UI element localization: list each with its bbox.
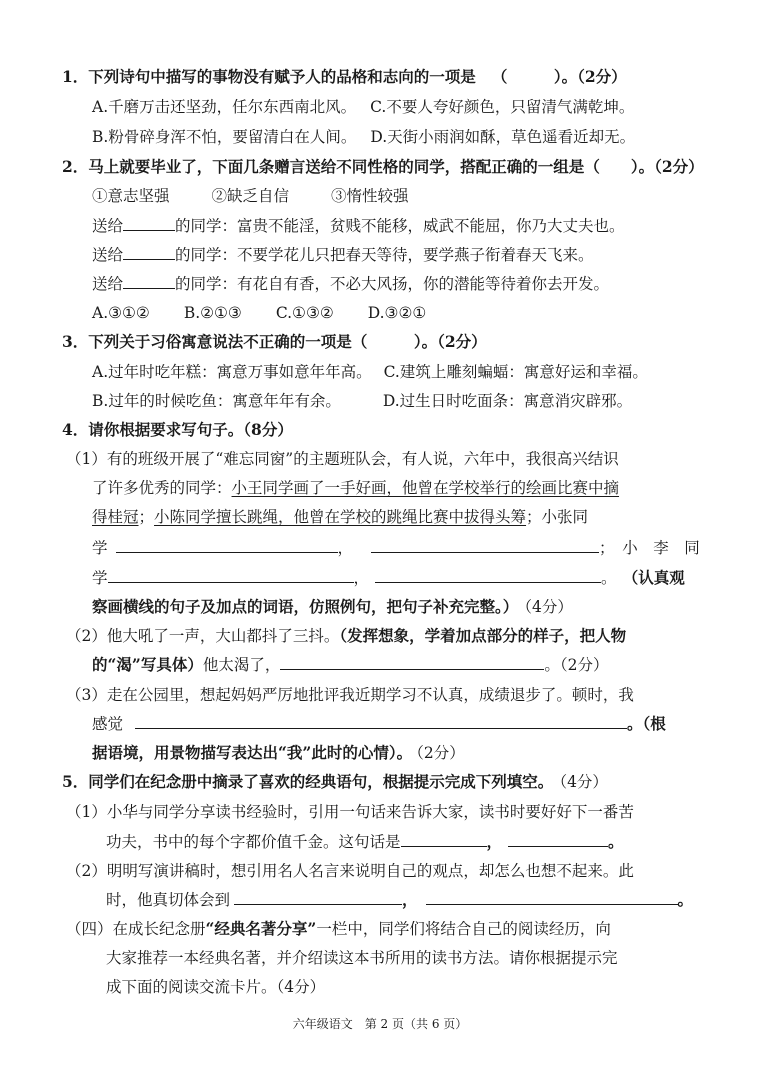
q5-stem-line [62,772,608,792]
q2-traits-row [92,186,409,206]
q5-part2-period: 。 [677,890,694,909]
q4-part1-instruction-start: （认真观 [630,568,685,587]
q1-number: 1． [62,67,89,86]
q2-option-a: A.③①② [92,304,150,322]
q5-part1-prompt: 功夫，书中的每个字都价值千金。这句话是 [106,833,401,851]
q2-blank-3[interactable] [123,274,175,289]
section4-column-name: “经典名著分享” [205,919,317,938]
q5-part1-line2 [106,832,624,852]
q4-part2-instruction: （发挥想象，学着加点部分的样子，把人物 [339,626,627,645]
q5-part1-period: 。 [608,832,624,851]
q2-give-label: 送给 [92,217,124,235]
q2-gift-text-1: 的同学：富贵不能淫，贫贱不能移，威武不能屈，你乃大丈夫也。 [175,217,625,235]
q4-part1-comma-2: ， [353,569,370,587]
q3-options-row2 [92,391,632,411]
q1-option-b: B.粉骨碎身浑不怕，要留清白在人间。 [92,128,357,146]
q5-part2-line1: （2）明明写演讲稿时，想引用名人名言来说明自己的观点，却怎么也想不起来。此 [66,862,634,880]
q1-option-d: D.天街小雨润如酥，草色遥看近却无。 [370,128,636,146]
q4-semicolon: ； [138,508,155,526]
q5-part1-comma: ， [486,832,503,851]
q5-part1-line1: （1）小华与同学分享读书经验时，引用一句话来告诉大家，读书时要好好下一番苦 [66,803,634,821]
q2-trait-1: ①意志坚强 [92,187,170,205]
q4-part1-instruction: 察画横线的句子及加点的词语，仿照例句，把句子补充完整。） [92,597,519,616]
q4-blank-zhang-1[interactable] [116,538,338,553]
q4-blank-li-2[interactable] [375,568,601,583]
q4-part3-line1: （3）走在公园里，想起妈妈严厉地批评我近期学习不认真，成绩退步了。顿时，我 [66,686,634,704]
q4-part1-line2 [92,478,619,498]
q2-option-c: C.①③② [275,304,334,322]
q1-option-a: A.千磨万击还坚劲，任尔东西南北风。 [92,98,357,116]
q2-gift-line-3 [92,274,609,294]
q4-part2-score: 。（2分） [544,656,609,674]
q4-part2-instruction-end: 的“渴”写具体） [92,655,203,674]
q4-part1-line5-start: 学 [92,569,108,587]
q5-part2-prompt: 时，他真切体会到 [106,891,231,909]
q2-stem: 马上就要毕业了，下面几条赠言送给不同性格的同学，搭配正确的一组是 [88,157,585,176]
q4-part3-prompt: 感觉 [92,715,124,733]
q4-example-sentence-1b: 得桂冠 [92,508,139,526]
q3-options-row1 [92,362,648,382]
section4-heading: （四）在成长纪念册 [66,920,206,938]
q4-part1-line4-end: ； 小 李 同 [599,539,700,557]
q1-options-row2 [92,127,635,147]
q4-blank-li-1[interactable] [108,568,354,583]
page-footer: 六年级语文 第 2 页（共 6 页） [292,1017,468,1031]
q5-number: 5． [62,772,89,791]
q4-stem-line [62,420,293,440]
q4-part1-comma: ， [337,539,354,557]
q2-gift-text-3: 的同学：有花自有香，不必大风扬，你的潜能等待着你去开发。 [175,275,610,293]
q5-score: （4分） [559,773,608,791]
q3-answer-paren[interactable]: （ ） [351,332,422,351]
q3-stem-line [62,332,487,352]
q5-stem: 同学们在纪念册中摘录了喜欢的经典语句，根据提示完成下列填空。 [88,772,554,791]
q2-trait-2: ②缺乏自信 [211,187,290,205]
q5-part2-line2 [106,890,693,910]
q4-part1-line4 [92,538,700,558]
q2-gift-line-2 [92,245,594,265]
q4-part3-score: （2分） [416,744,465,762]
q5-blank-quote-2[interactable] [508,832,608,847]
q2-give-label: 送给 [92,275,124,293]
q4-blank-feeling[interactable] [135,714,627,729]
q2-gift-text-2: 的同学：不要学花儿只把春天等待，要学燕子衔着春天飞来。 [175,246,594,264]
q2-option-b: B.②①③ [183,304,242,322]
q4-part1-line1: （1）有的班级开展了“难忘同窗”的主题班队会，有人说，六年中，我很高兴结识 [66,450,619,468]
q5-blank-quote-1[interactable] [401,832,487,847]
q4-part2-example: （2）他大吼了一声，大山都抖了三抖。 [66,627,340,645]
q4-part1-intro: 了许多优秀的同学： [92,479,232,497]
q1-stem-line [62,67,627,87]
q2-answer-paren[interactable]: （ ） [584,157,639,176]
q2-number: 2． [62,157,89,176]
q4-number: 4． [62,420,89,439]
q4-example-sentence-1a: 小王同学画了一手好画，他曾在学校举行的绘画比赛中摘 [231,479,620,497]
q3-option-d: D.过生日时吃面条：寓意消灾辟邪。 [382,392,633,410]
q4-part1-line6 [92,597,573,617]
section4-line3: 成下面的阅读交流卡片。（4分） [106,978,326,996]
q4-part1-line4-start: 学 [92,539,108,557]
q2-trait-3: ③惰性较强 [331,187,409,205]
q3-score: 。（2分） [421,332,487,351]
q1-answer-paren[interactable]: （ ） [491,67,562,86]
q4-blank-thirsty[interactable] [280,655,544,670]
q3-stem: 下列关于习俗寓意说法不正确的一项是 [88,332,352,351]
q4-part1-line3-end: ；小张同 [526,508,589,526]
q4-part3-instruction-start: 。（根 [627,714,666,733]
q4-part3-instruction: 据语境，用景物描写表达出“我”此时的心情）。 [92,743,413,762]
q4-part2-prompt: 他太渴了， [202,656,281,674]
q4-part1-score: （4分） [524,598,573,616]
q4-part2-line1 [66,626,626,646]
q1-stem: 下列诗句中描写的事物没有赋予人的品格和志向的一项是 [88,67,476,86]
q2-stem-line [62,157,704,177]
q2-options-row [92,303,426,323]
q1-score: 。（2分） [561,67,627,86]
q4-part1-period: 。 [601,569,617,587]
q3-option-a: A.过年时吃年糕：寓意万事如意年年高。 [92,363,372,381]
q5-blank-saying-2[interactable] [426,890,678,905]
q1-option-c: C.不要人夸好颜色，只留清气满乾坤。 [370,98,635,116]
q1-options-row1 [92,97,634,117]
q5-part2-comma: ， [402,890,418,909]
q3-option-b: B.过年的时候吃鱼：寓意年年有余。 [92,392,341,410]
q2-score: 。（2分） [638,157,704,176]
q4-part3-line2 [92,714,666,734]
q5-blank-saying-1[interactable] [234,890,402,905]
q2-blank-1[interactable] [123,216,175,231]
q2-gift-line-1 [92,216,625,236]
q4-part1-line5 [92,568,685,588]
q4-part2-line2 [92,655,608,675]
q2-give-label: 送给 [92,246,124,264]
section4-line1 [66,919,611,939]
q4-stem: 请你根据要求写句子。（8分） [88,420,293,439]
q4-part3-line3 [92,743,465,763]
section4-line2: 大家推荐一本经典名著，并介绍读这本书所用的读书方法。请你根据提示完 [106,949,618,967]
q3-number: 3． [62,332,89,351]
q4-part1-line3 [92,507,588,527]
q2-blank-2[interactable] [123,245,175,260]
q2-option-d: D.③②① [367,304,427,322]
q3-option-c: C.建筑上雕刻蝙蝠：寓意好运和幸福。 [383,363,648,381]
section4-text-1: 一栏中，同学们将结合自己的阅读经历，向 [316,920,611,938]
q4-blank-zhang-2[interactable] [371,538,599,553]
q4-example-sentence-2: 小陈同学擅长跳绳，他曾在学校的跳绳比赛中拔得头筹 [154,508,527,526]
